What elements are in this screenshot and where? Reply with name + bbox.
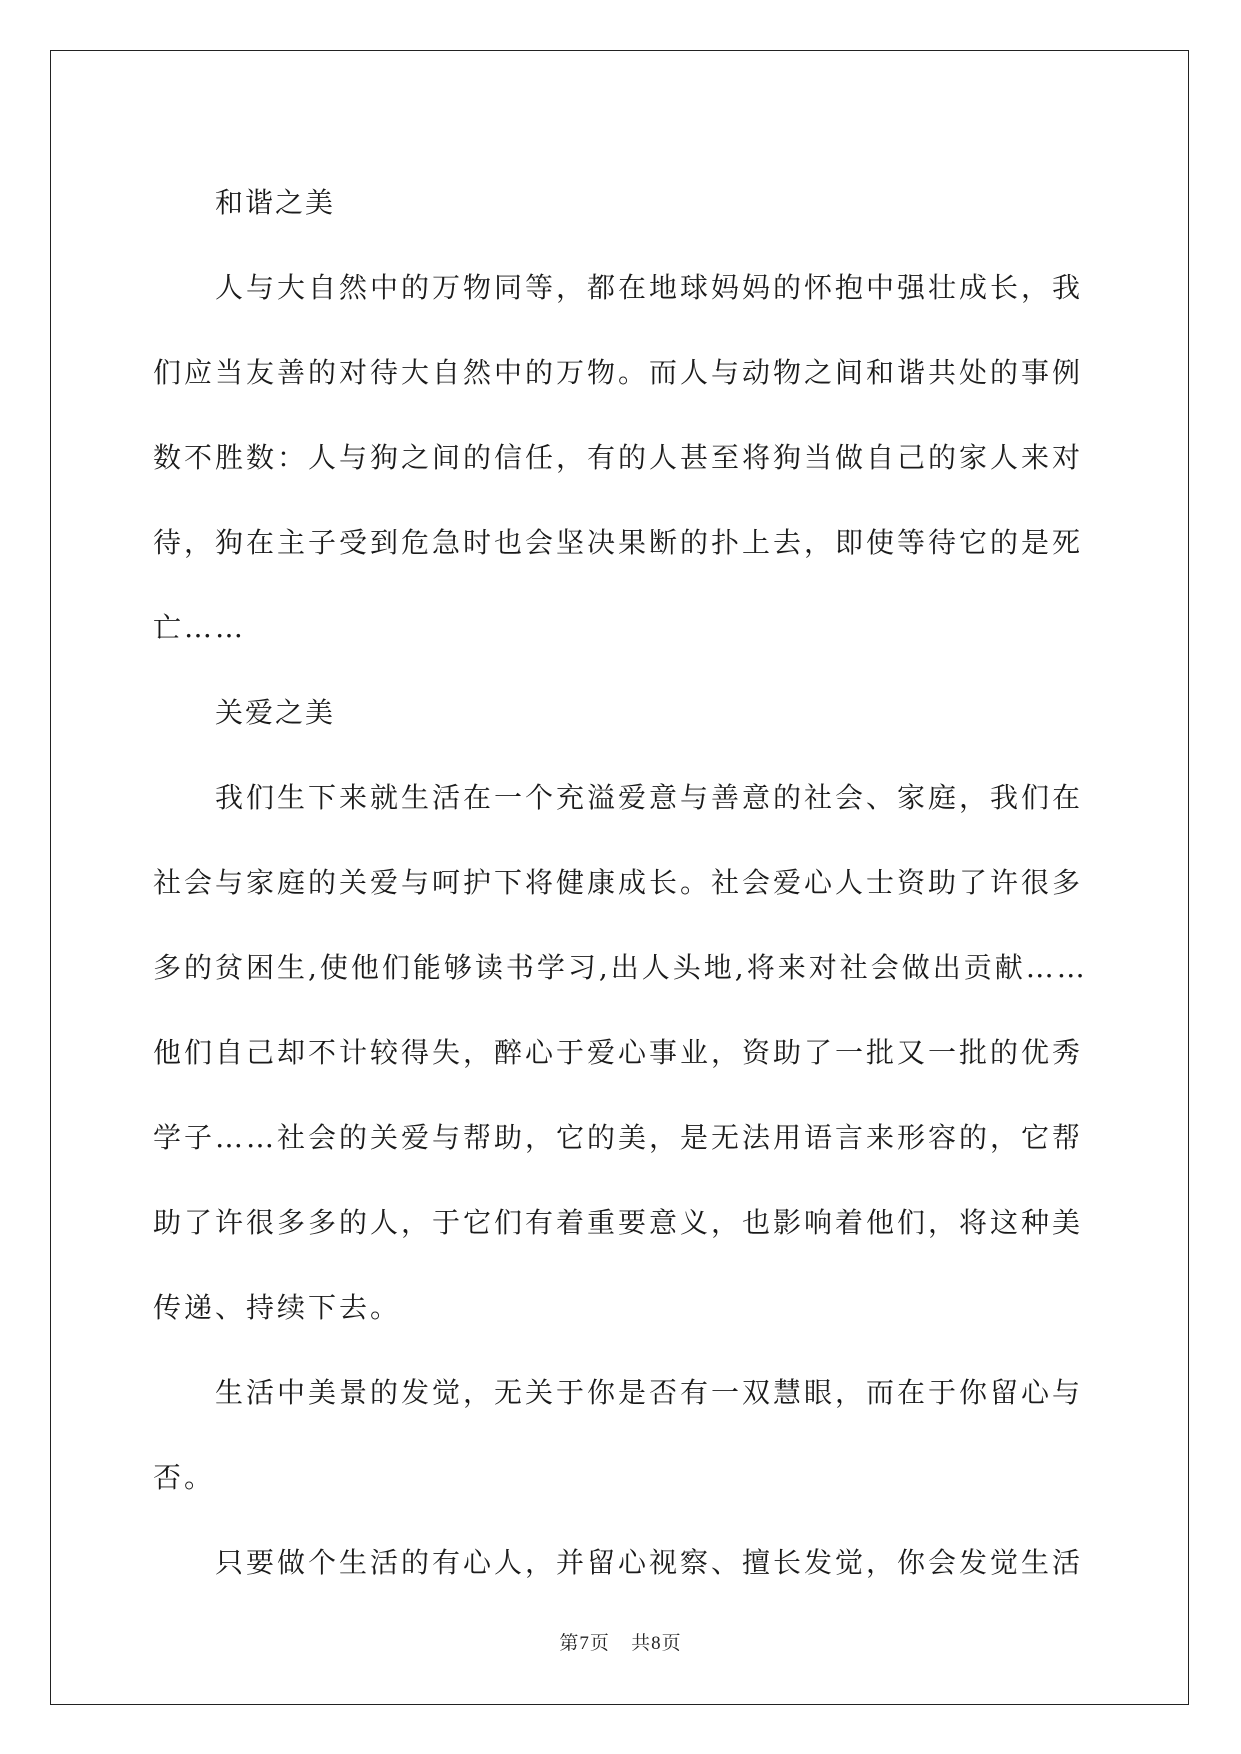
paragraph-harmony <box>153 245 1088 670</box>
footer-page-word: 页 <box>589 1632 610 1654</box>
text-line: 们应当友善的对待大自然中的万物。而人与动物之间和谐共处的事例 <box>153 356 1084 389</box>
section-heading-harmony: 和谐之美 <box>215 186 336 219</box>
total-page-number: 8 <box>651 1633 662 1654</box>
footer-total-suffix: 页 <box>661 1632 682 1654</box>
text-line: 助了许很多多的人，于它们有着重要意义，也影响着他们，将这种美 <box>153 1206 1084 1239</box>
paragraph-care <box>153 755 1088 1350</box>
text-line: 数不胜数：人与狗之间的信任，有的人甚至将狗当做自己的家人来对 <box>153 441 1084 474</box>
text-line: 传递、持续下去。 <box>153 1291 402 1324</box>
text-line: 社会与家庭的关爱与呵护下将健康成长。社会爱心人士资助了许很多 <box>153 866 1084 899</box>
text-line: 只要做个生活的有心人，并留心视察、擅长发觉，你会发觉生活 <box>215 1546 1084 1579</box>
text-line: 学子……社会的关爱与帮助，它的美，是无法用语言来形容的，它帮 <box>153 1121 1084 1154</box>
text-line: 生活中美景的发觉，无关于你是否有一双慧眼，而在于你留心与 <box>215 1376 1084 1409</box>
paragraph-discovery <box>153 1350 1088 1520</box>
page-footer <box>0 1628 1241 1655</box>
section-heading-care: 关爱之美 <box>215 696 336 729</box>
text-line: 亡…… <box>153 611 247 644</box>
text-line: 人与大自然中的万物同等，都在地球妈妈的怀抱中强壮成长，我 <box>215 271 1084 304</box>
paragraph-mindful <box>153 1520 1088 1605</box>
document-body <box>153 160 1088 1605</box>
text-line: 多的贫困生,使他们能够读书学习,出人头地,将来对社会做出贡献…… <box>153 951 1088 984</box>
text-line: 他们自己却不计较得失，醉心于爱心事业，资助了一批又一批的优秀 <box>153 1036 1084 1069</box>
footer-total-prefix: 共 <box>631 1632 652 1654</box>
text-line: 我们生下来就生活在一个充溢爱意与善意的社会、家庭，我们在 <box>215 781 1084 814</box>
footer-prefix: 第 <box>559 1632 580 1654</box>
text-line: 待，狗在主子受到危急时也会坚决果断的扑上去，即使等待它的是死 <box>153 526 1084 559</box>
current-page-number: 7 <box>579 1633 590 1654</box>
text-line: 否。 <box>153 1461 216 1494</box>
